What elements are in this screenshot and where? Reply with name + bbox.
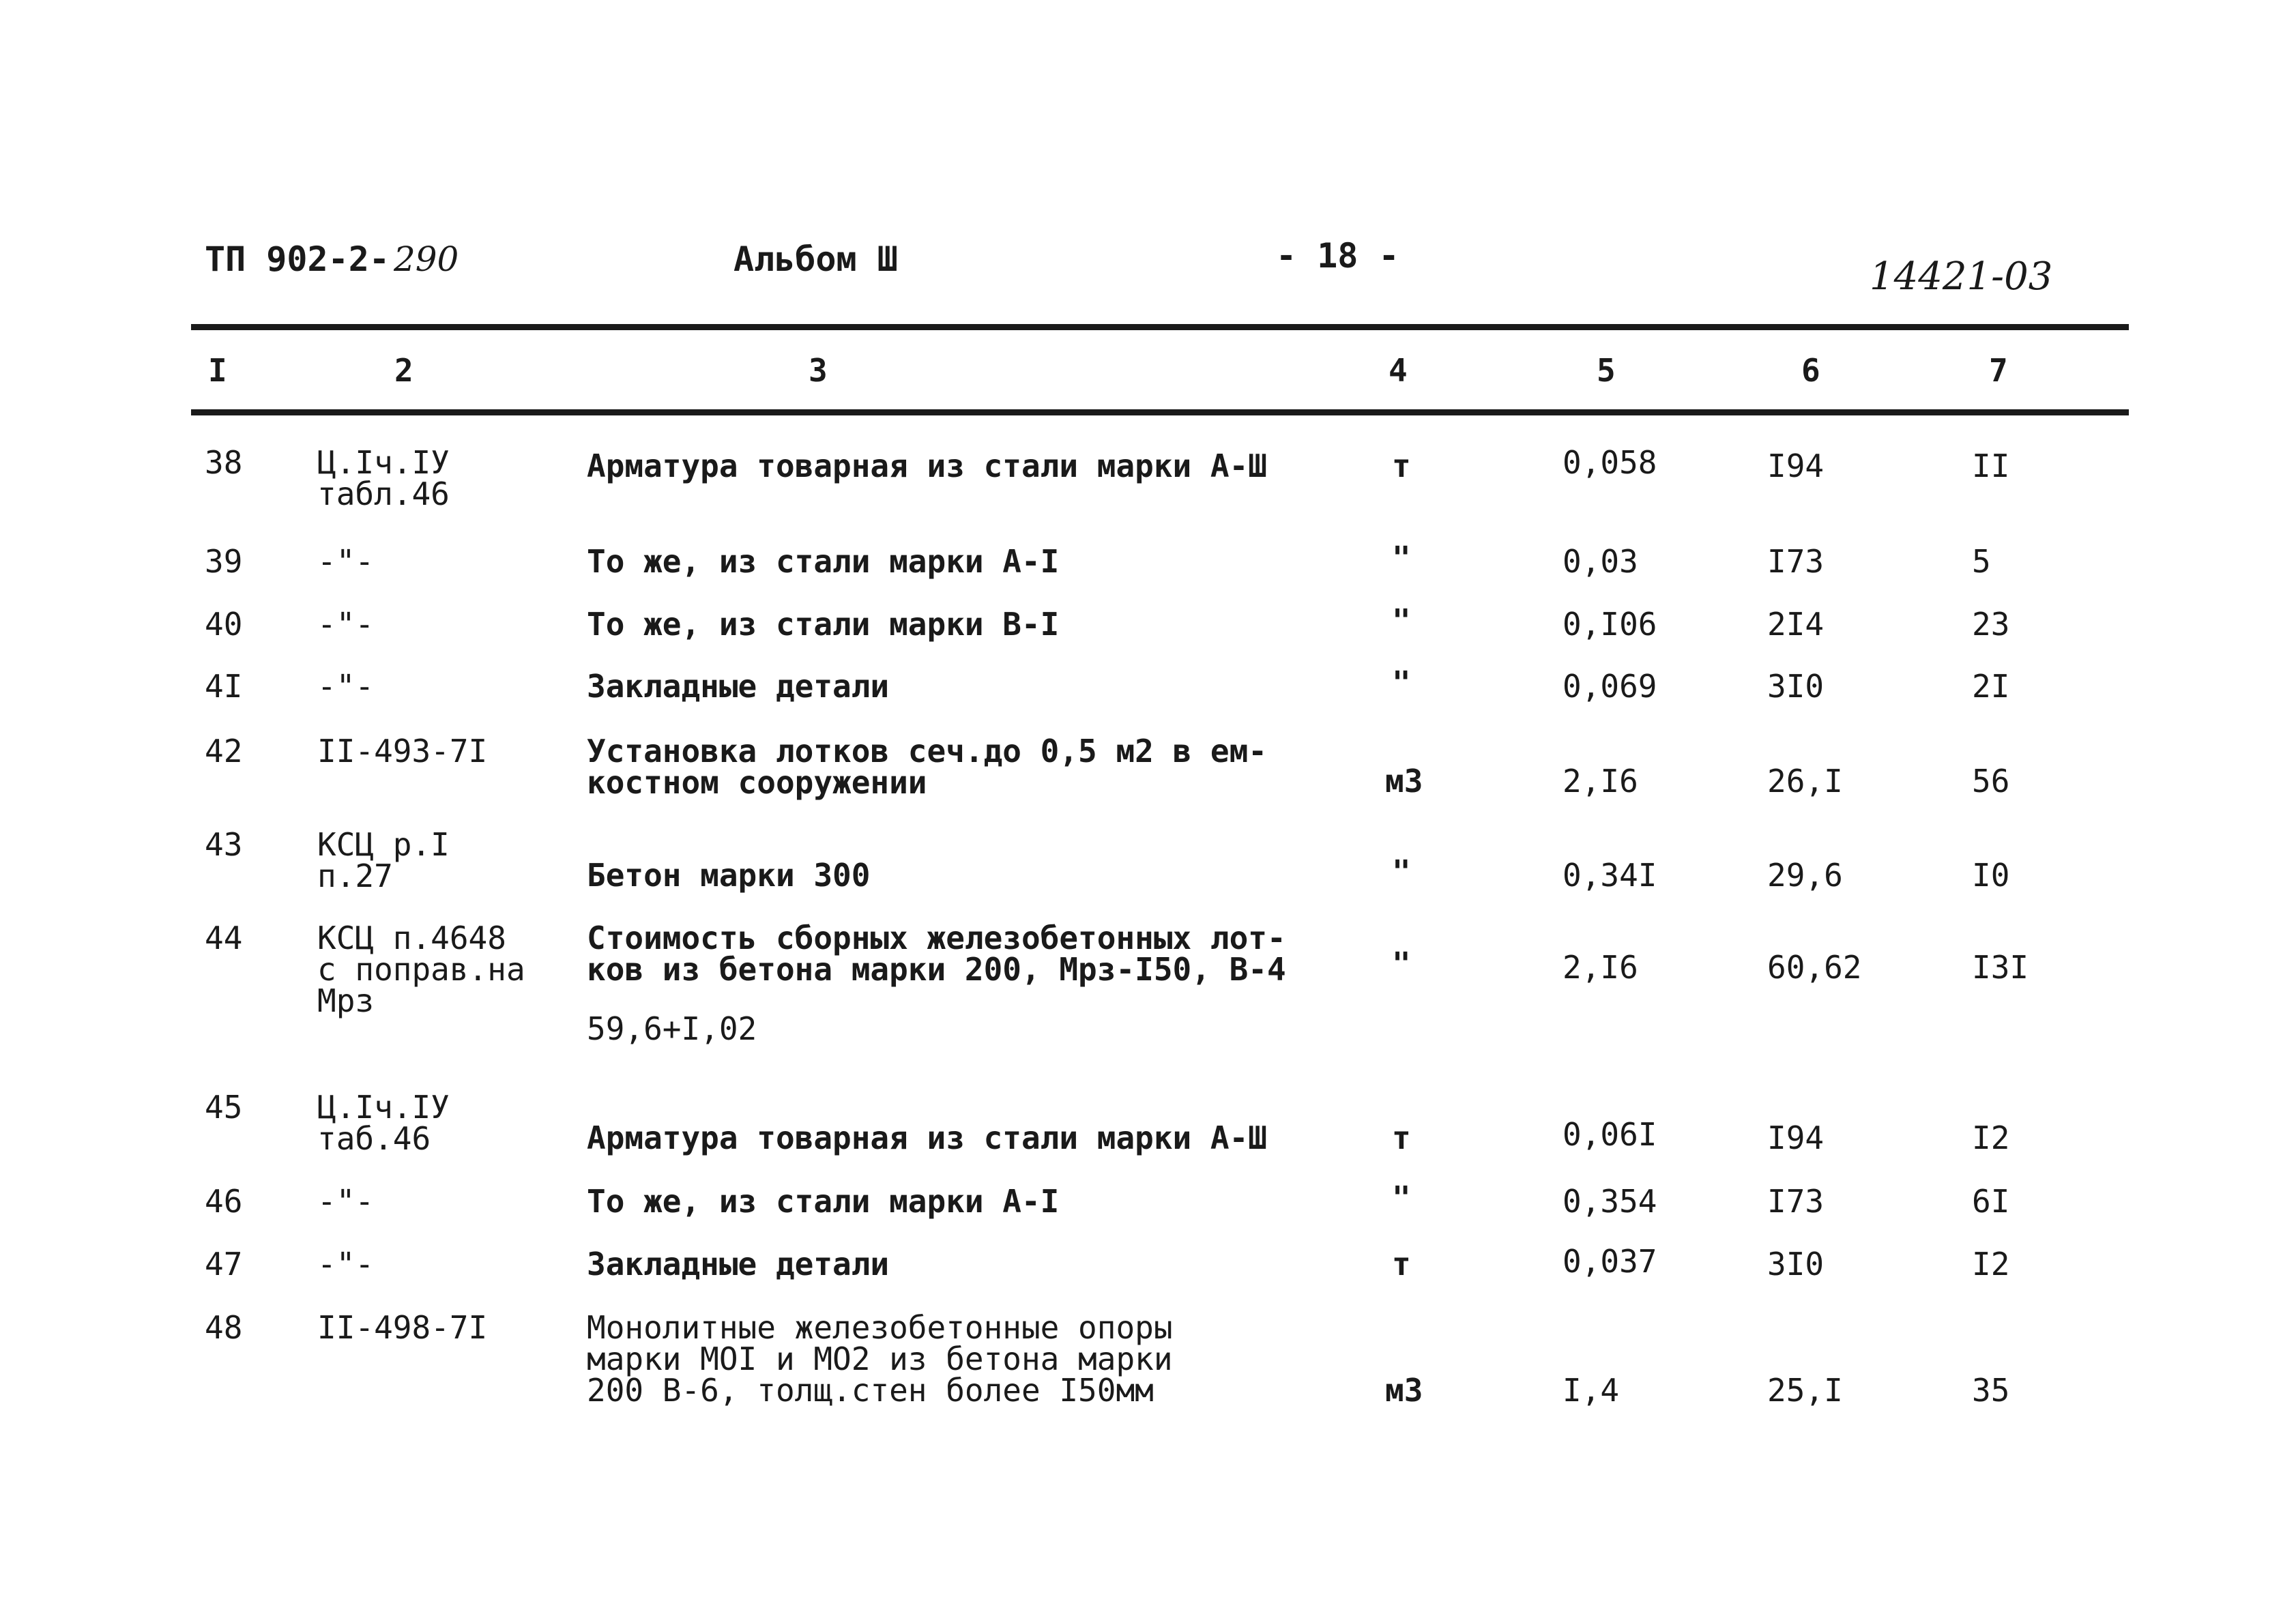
header-bottom-rule <box>191 409 2129 415</box>
row-unit: " <box>1392 1179 1411 1216</box>
inventory-number: 14421-03 <box>1870 254 2053 299</box>
column-number-4: 4 <box>1389 352 1408 389</box>
row-total: 23 <box>1972 606 2010 643</box>
row-description: Бетон марки 300 <box>587 857 871 894</box>
row-quantity: 0,058 <box>1563 444 1657 481</box>
column-number-3: 3 <box>809 352 828 389</box>
row-total: I2 <box>1972 1119 2010 1156</box>
row-total: 6I <box>1972 1183 2010 1220</box>
row-reference: -"- <box>317 668 375 705</box>
row-number: 47 <box>205 1246 243 1283</box>
row-reference: -"- <box>317 1246 375 1283</box>
row-description: Арматура товарная из стали марки А-Ш <box>587 448 1267 484</box>
row-description: То же, из стали марки А-I <box>587 1183 1060 1220</box>
row-number: 44 <box>205 920 243 956</box>
row-reference: -"- <box>317 1183 375 1220</box>
row-number: 48 <box>205 1309 243 1346</box>
row-unit-price: 2I4 <box>1767 606 1825 643</box>
row-total: 5 <box>1972 543 1991 580</box>
row-quantity: 0,I06 <box>1563 606 1657 643</box>
row-description: Установка лотков сеч.до 0,5 м2 в ем- костном сооружении <box>587 733 1267 801</box>
album-label: Альбом Ш <box>733 239 898 279</box>
row-unit: м3 <box>1385 1372 1423 1409</box>
row-unit-price: 60,62 <box>1767 949 1862 986</box>
row-description: Стоимость сборных железобетонных лот- ков из бетона марки 200, Мрз-I50, В-4 <box>587 920 1286 988</box>
row-quantity: 0,354 <box>1563 1183 1657 1220</box>
row-number: 4I <box>205 668 243 705</box>
row-description: Закладные детали <box>587 668 890 705</box>
row-reference: -"- <box>317 606 375 643</box>
row-total: I2 <box>1972 1246 2010 1283</box>
row-quantity: 2,I6 <box>1563 763 1638 800</box>
row-unit-price: I94 <box>1767 448 1825 484</box>
row-price-note: 59,6+I,02 <box>587 1010 757 1047</box>
row-reference: II-498-7I <box>317 1309 488 1346</box>
row-unit: т <box>1392 1119 1411 1156</box>
page-number: - 18 - <box>1276 236 1399 276</box>
row-number: 43 <box>205 826 243 863</box>
row-quantity: 0,06I <box>1563 1116 1657 1153</box>
row-total: 56 <box>1972 763 2010 800</box>
row-total: I0 <box>1972 857 2010 894</box>
row-unit-price: 29,6 <box>1767 857 1843 894</box>
row-description: Закладные детали <box>587 1246 890 1283</box>
column-number-7: 7 <box>1989 352 2008 389</box>
row-total: 35 <box>1972 1372 2010 1409</box>
row-total: II <box>1972 448 2010 484</box>
document-code-handwritten: 290 <box>393 239 459 279</box>
row-unit: т <box>1392 448 1411 484</box>
row-unit: м3 <box>1385 763 1423 800</box>
column-number-5: 5 <box>1597 352 1616 389</box>
row-reference: -"- <box>317 543 375 580</box>
row-number: 39 <box>205 543 243 580</box>
row-number: 42 <box>205 733 243 770</box>
row-unit-price: 25,I <box>1767 1372 1843 1409</box>
row-number: 40 <box>205 606 243 643</box>
row-quantity: I,4 <box>1563 1372 1620 1409</box>
row-reference: КСЦ р.I п.27 <box>317 826 450 894</box>
document-code-printed: ТП 902-2- <box>205 239 390 279</box>
column-number-1: I <box>208 352 227 389</box>
row-reference: II-493-7I <box>317 733 488 770</box>
row-unit-price: I73 <box>1767 1183 1825 1220</box>
row-total: I3I <box>1972 949 2029 986</box>
column-number-6: 6 <box>1801 352 1820 389</box>
row-description: То же, из стали марки В-I <box>587 606 1060 643</box>
document-code <box>205 239 459 279</box>
row-unit: " <box>1392 853 1411 890</box>
row-number: 45 <box>205 1089 243 1126</box>
row-unit: " <box>1392 602 1411 639</box>
row-quantity: 0,037 <box>1563 1243 1657 1280</box>
row-reference: Ц.Iч.IУ табл.46 <box>317 444 450 512</box>
row-unit: " <box>1392 946 1411 982</box>
row-description: Арматура товарная из стали марки А-Ш <box>587 1119 1267 1156</box>
row-quantity: 2,I6 <box>1563 949 1638 986</box>
row-unit: " <box>1392 664 1411 701</box>
row-number: 46 <box>205 1183 243 1220</box>
row-quantity: 0,03 <box>1563 543 1638 580</box>
row-unit-price: 26,I <box>1767 763 1843 800</box>
row-number: 38 <box>205 444 243 481</box>
row-unit: т <box>1392 1246 1411 1283</box>
column-number-2: 2 <box>394 352 413 389</box>
row-description: Монолитные железобетонные опоры марки МОI и МО2 из бетона марки 200 В-6, толщ.стен более I50мм <box>587 1309 1173 1409</box>
row-reference: КСЦ п.4648 с поправ.на Мрз <box>317 920 525 1019</box>
row-total: 2I <box>1972 668 2010 705</box>
row-reference: Ц.Iч.IУ таб.46 <box>317 1089 450 1157</box>
row-quantity: 0,069 <box>1563 668 1657 705</box>
row-unit-price: I94 <box>1767 1119 1825 1156</box>
row-unit-price: 3I0 <box>1767 668 1825 705</box>
row-quantity: 0,34I <box>1563 857 1657 894</box>
top-rule <box>191 324 2129 330</box>
row-unit-price: 3I0 <box>1767 1246 1825 1283</box>
row-unit-price: I73 <box>1767 543 1825 580</box>
row-unit: " <box>1392 540 1411 576</box>
row-description: То же, из стали марки А-I <box>587 543 1060 580</box>
